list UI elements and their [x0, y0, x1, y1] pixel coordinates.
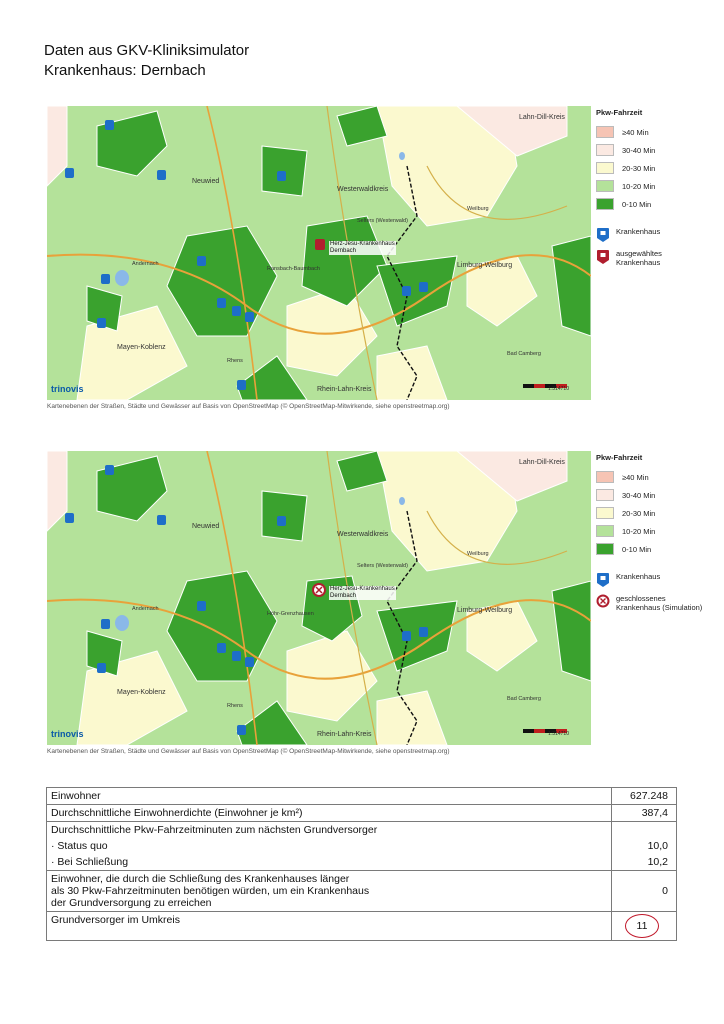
table-row: [47, 838, 677, 854]
legend-label: geschlossenes Krankenhaus (Simulation): [616, 594, 703, 612]
map-district: Westerwaldkreis: [337, 531, 389, 538]
row-label: · Status quo: [47, 838, 612, 854]
table-row: [47, 805, 677, 822]
map-canvas: [47, 106, 591, 400]
trinovis-logo: trinovis: [51, 729, 84, 739]
table-row: [47, 871, 677, 912]
legend-label: ≥40 Min: [622, 127, 649, 137]
legend-label: 10-20 Min: [622, 181, 656, 191]
legend-swatch: [596, 525, 614, 537]
table-row: [47, 854, 677, 871]
legend-label: 20-30 Min: [622, 508, 656, 518]
row-value: [612, 822, 677, 839]
legend-item: [596, 572, 706, 588]
hospital-icon: [596, 227, 610, 243]
legend-item: [596, 249, 706, 267]
map-caption: Kartenebenen der Straßen, Städte und Gewässer auf Basis von OpenStreetMap (© OpenStreetMap-Mitwirkende, siehe openstreetmap.org): [47, 748, 450, 755]
scale-text: 1:314710: [548, 386, 569, 392]
map-place: Rhens: [227, 703, 243, 709]
hospital-label: Herz-Jesu-Krankenhaus Dernbach: [330, 586, 395, 599]
legend-map-2: [596, 453, 706, 612]
map-place: Weilburg: [467, 206, 489, 212]
map-district: Neuwied: [192, 178, 220, 185]
map-district: Rhein-Lahn-Kreis: [317, 386, 372, 393]
map-district: Westerwaldkreis: [337, 186, 389, 193]
row-label-line: der Grundversorgung zu erreichen: [51, 897, 212, 909]
map-caption: Kartenebenen der Straßen, Städte und Gewässer auf Basis von OpenStreetMap (© OpenStreetMap-Mitwirkende, siehe openstreetmap.org): [47, 403, 450, 410]
table-row: [47, 912, 677, 941]
legend-item: [596, 522, 706, 540]
row-value: 10,0: [612, 838, 677, 854]
row-label: Einwohner: [47, 788, 612, 805]
row-label: Durchschnittliche Pkw-Fahrzeitminuten zum nächsten Grundversorger: [47, 822, 612, 839]
map-place: Bad Camberg: [507, 696, 541, 702]
legend-item: [596, 159, 706, 177]
map-canvas: [47, 451, 591, 745]
legend-swatch: [596, 471, 614, 483]
table-row: [47, 788, 677, 805]
legend-item: [596, 141, 706, 159]
legend-label: 30-40 Min: [622, 145, 656, 155]
map-district: Rhein-Lahn-Kreis: [317, 731, 372, 738]
legend-swatch: [596, 162, 614, 174]
legend-item: [596, 195, 706, 213]
header-hospital: Krankenhaus: Dernbach: [44, 62, 206, 79]
map-district: Limburg-Weilburg: [457, 262, 513, 269]
legend-item: [596, 227, 706, 243]
table-row: [47, 822, 677, 839]
legend-swatch: [596, 144, 614, 156]
map-place: Rhens: [227, 358, 243, 364]
hospital-label: Herz-Jesu-Krankenhaus Dernbach: [330, 241, 395, 254]
row-label: [47, 871, 612, 912]
legend-label: Krankenhaus: [616, 572, 661, 581]
hospital-icon: [596, 572, 610, 588]
legend-item: [596, 594, 706, 612]
map-place: Weilburg: [467, 551, 489, 557]
row-value: [612, 912, 677, 941]
map-status-quo: [47, 106, 591, 400]
map-district: Mayen-Koblenz: [117, 344, 166, 351]
legend-title: Pkw-Fahrzeit: [596, 108, 643, 117]
legend-swatch: [596, 489, 614, 501]
map-place: Andernach: [132, 606, 159, 612]
legend-item: [596, 468, 706, 486]
legend-swatch: [596, 126, 614, 138]
map-place: Bad Camberg: [507, 351, 541, 357]
legend-label: 0-10 Min: [622, 544, 652, 554]
map-district: Limburg-Weilburg: [457, 607, 513, 614]
map-place: Höhr-Grenzhausen: [267, 611, 314, 617]
map-district: Neuwied: [192, 523, 220, 530]
selected-hospital-icon: [596, 249, 610, 265]
legend-label: Krankenhaus: [616, 227, 661, 236]
legend-item: [596, 123, 706, 141]
row-label: Durchschnittliche Einwohnerdichte (Einwohner je km²): [47, 805, 612, 822]
legend-swatch: [596, 198, 614, 210]
map-district: Mayen-Koblenz: [117, 689, 166, 696]
legend-swatch: [596, 543, 614, 555]
map-closure-simulation: [47, 451, 591, 745]
trinovis-logo: trinovis: [51, 384, 84, 394]
row-label: · Bei Schließung: [47, 854, 612, 871]
row-value: 387,4: [612, 805, 677, 822]
legend-map-1: [596, 108, 706, 267]
map-place: Selters (Westerwald): [357, 563, 408, 569]
map-place: Ransbach-Baumbach: [267, 266, 320, 272]
legend-label: 0-10 Min: [622, 199, 652, 209]
legend-label: ausgewähltes Krankenhaus: [616, 249, 662, 267]
legend-item: [596, 504, 706, 522]
legend-label: 30-40 Min: [622, 490, 656, 500]
row-label-line: als 30 Pkw-Fahrzeitminuten benötigen würden, um ein Krankenhaus: [51, 885, 370, 897]
row-label: Grundversorger im Umkreis: [47, 912, 612, 941]
document-header: [44, 41, 249, 81]
row-label-line: Einwohner, die durch die Schließung des Krankenhauses länger: [51, 873, 350, 885]
map-place: Andernach: [132, 261, 159, 267]
legend-item: [596, 540, 706, 558]
row-value: 0: [612, 871, 677, 912]
closed-hospital-icon: [596, 594, 610, 610]
highlight-circle: 11: [625, 914, 659, 938]
row-value: 10,2: [612, 854, 677, 871]
row-value: 627.248: [612, 788, 677, 805]
map-place: Selters (Westerwald): [357, 218, 408, 224]
legend-title: Pkw-Fahrzeit: [596, 453, 643, 462]
legend-label: ≥40 Min: [622, 472, 649, 482]
scale-text: 1:314710: [548, 731, 569, 737]
map-district: Lahn-Dill-Kreis: [519, 114, 565, 121]
stats-table: [46, 787, 677, 941]
legend-swatch: [596, 180, 614, 192]
legend-swatch: [596, 507, 614, 519]
legend-item: [596, 486, 706, 504]
legend-label: 20-30 Min: [622, 163, 656, 173]
legend-item: [596, 177, 706, 195]
map-district: Lahn-Dill-Kreis: [519, 459, 565, 466]
legend-label: 10-20 Min: [622, 526, 656, 536]
header-title: Daten aus GKV-Kliniksimulator: [44, 42, 250, 59]
